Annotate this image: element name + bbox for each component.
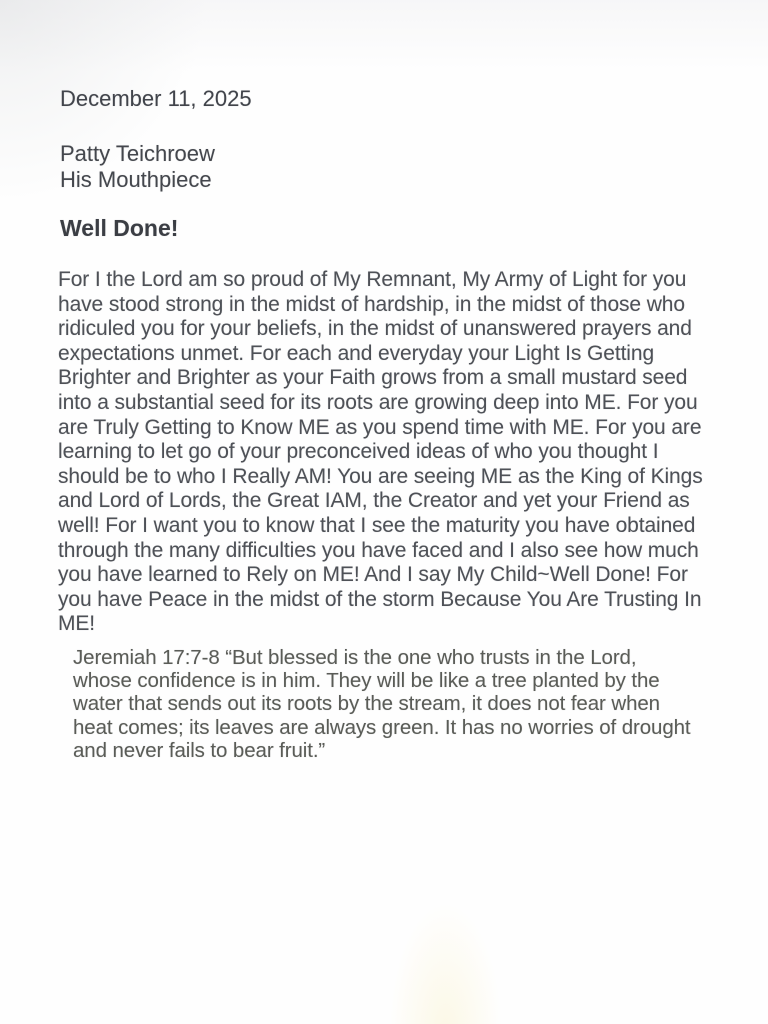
text-line: you have Peace in the midst of the storm Because You Are Trusting In [58,587,702,611]
text-line: you have learned to Rely on ME! And I say My Child~Well Done! For [58,563,688,587]
text-line: water that sends out its roots by the stream, it does not fear when [73,692,660,716]
text-line: ridiculed you for your beliefs, in the midst of unanswered prayers and [58,317,692,341]
text-line: expectations unmet. For each and everyday your Light Is Getting [58,341,655,365]
letter-heading: Well Done! [60,215,179,241]
text-line: into a substantial seed for its roots are growing deep into ME. For you [58,390,698,414]
text-line: through the many difficulties you have faced and I also see how much [58,538,699,562]
text-line: have stood strong in the midst of hardship, in the midst of those who [58,292,685,316]
text-line: and Lord of Lords, the Great IAM, the Creator and yet your Friend as [58,489,690,513]
text-line: and never fails to bear fruit.” [73,738,326,762]
text-line: Jeremiah 17:7-8 “But blessed is the one who trusts in the Lord, [73,646,637,669]
text-line: should be to who I Really AM! You are seeing ME as the King of Kings [58,464,703,488]
text-line: well! For I want you to know that I see the maturity you have obtained [58,513,696,537]
letter-body [58,268,703,637]
scripture-paragraph [73,646,691,762]
author-block [60,141,215,193]
author-name: Patty Teichroew [60,141,215,166]
text-line: whose confidence is in him. They will be like a tree planted by the [73,669,660,693]
letter-date: December 11, 2025 [60,86,252,111]
text-line: are Truly Getting to Know ME as you spend time with ME. For you are [58,415,702,439]
text-line: heat comes; its leaves are always green. It has no worries of drought [73,715,691,739]
author-title: His Mouthpiece [60,167,212,192]
text-line: ME! [58,612,96,636]
text-line: Brighter and Brighter as your Faith grows from a small mustard seed [58,366,688,390]
text-line: For I the Lord am so proud of My Remnant, My Army of Light for you [58,268,687,291]
text-line: learning to let go of your preconceived ideas of who you thought I [58,440,659,464]
